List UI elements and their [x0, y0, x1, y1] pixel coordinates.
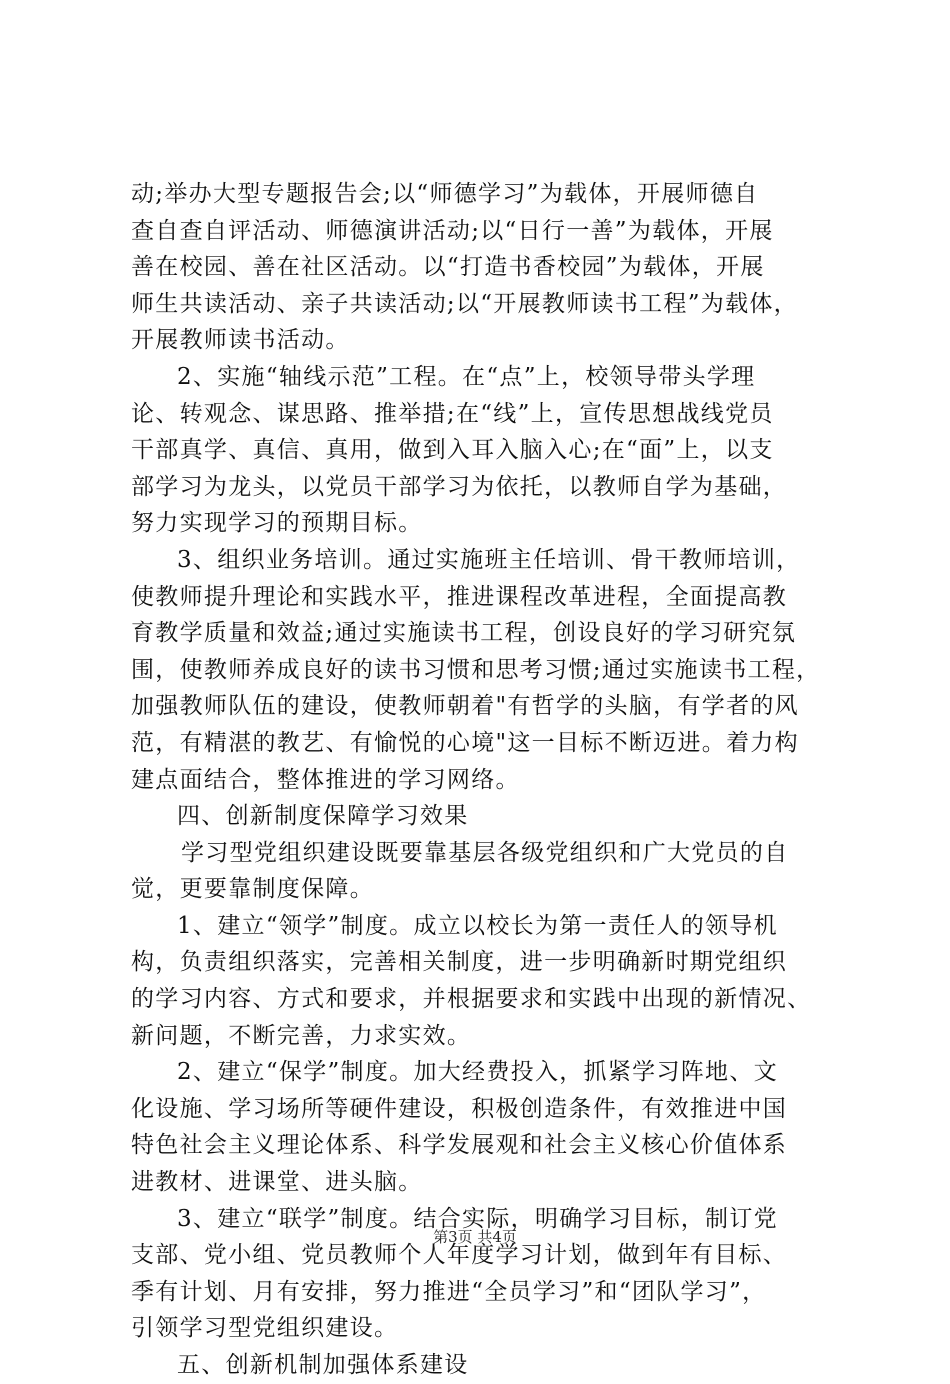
page-number: 第3页 共4页	[433, 1228, 517, 1246]
paragraph-start: 2、建立“保学”制度。加大经费投入，抓紧学习阵地、文	[177, 1059, 778, 1086]
text-line: 加强教师队伍的建设，使教师朝着"有哲学的头脑，有学者的风	[131, 693, 799, 720]
text-line: 新问题，不断完善，力求实效。	[131, 1022, 472, 1049]
paragraph-start: 2、实施“轴线示范”工程。在“点”上，校领导带头学理	[177, 363, 756, 390]
text-line: 围，使教师养成良好的读书习惯和思考习惯;通过实施读书工程，	[131, 656, 821, 683]
text-line: 的学习内容、方式和要求，并根据要求和实践中出现的新情况、	[131, 986, 812, 1013]
paragraph-start: 3、建立“联学”制度。结合实际，明确学习目标，制订党	[177, 1205, 778, 1232]
text-line: 引领学习型党组织建设。	[131, 1315, 399, 1342]
paragraph-start: 1、建立“领学”制度。成立以校长为第一责任人的领导机	[177, 912, 778, 939]
document-body	[131, 176, 831, 1384]
text-line: 范，有精湛的教艺、有愉悦的心境"这一目标不断迈进。着力构	[131, 729, 799, 756]
section-heading: 四、创新制度保障学习效果	[177, 803, 469, 830]
text-line: 建点面结合，整体推进的学习网络。	[131, 766, 520, 793]
text-line: 干部真学、真信、真用，做到入耳入脑入心;在“面”上，以支	[131, 437, 774, 464]
text-line: 努力实现学习的预期目标。	[131, 510, 423, 537]
text-line: 特色社会主义理论体系、科学发展观和社会主义核心价值体系	[131, 1132, 788, 1159]
paragraph-start: 学习型党组织建设既要靠基层各级党组织和广大党员的自	[181, 839, 789, 866]
text-line: 查自查自评活动、师德演讲活动;以“日行一善”为载体，开展	[131, 217, 774, 244]
text-line: 使教师提升理论和实践水平，推进课程改革进程，全面提高教	[131, 583, 788, 610]
text-line: 季有计划、月有安排，努力推进“全员学习”和“团队学习”，	[131, 1278, 767, 1305]
text-line: 善在校园、善在社区活动。以“打造书香校园”为载体，开展	[131, 254, 765, 281]
text-line: 觉，更要靠制度保障。	[131, 876, 374, 903]
section-heading: 五、创新机制加强体系建设	[177, 1352, 469, 1378]
text-line: 化设施、学习场所等硬件建设，积极创造条件，有效推进中国	[131, 1095, 788, 1122]
text-line: 动;举办大型专题报告会;以“师德学习”为载体，开展师德自	[131, 181, 759, 207]
text-line: 育教学质量和效益;通过实施读书工程，创设良好的学习研究氛	[131, 620, 797, 647]
text-line: 进教材、进课堂、进头脑。	[131, 1169, 423, 1196]
text-line: 部学习为龙头，以党员干部学习为依托，以教师自学为基础，	[131, 473, 788, 500]
text-line: 构，负责组织落实，完善相关制度，进一步明确新时期党组织	[131, 949, 788, 976]
text-line: 支部、党小组、党员教师个人年度学习计划，做到年有目标、	[131, 1242, 788, 1269]
text-line: 论、转观念、谋思路、推举措;在“线”上，宣传思想战线党员	[131, 400, 774, 427]
text-line: 师生共读活动、亲子共读活动;以“开展教师读书工程”为载体，	[131, 290, 798, 317]
text-line: 开展教师读书活动。	[131, 327, 350, 354]
page-footer	[0, 1226, 950, 1247]
paragraph-start: 3、组织业务培训。通过实施班主任培训、骨干教师培训，	[177, 546, 801, 573]
